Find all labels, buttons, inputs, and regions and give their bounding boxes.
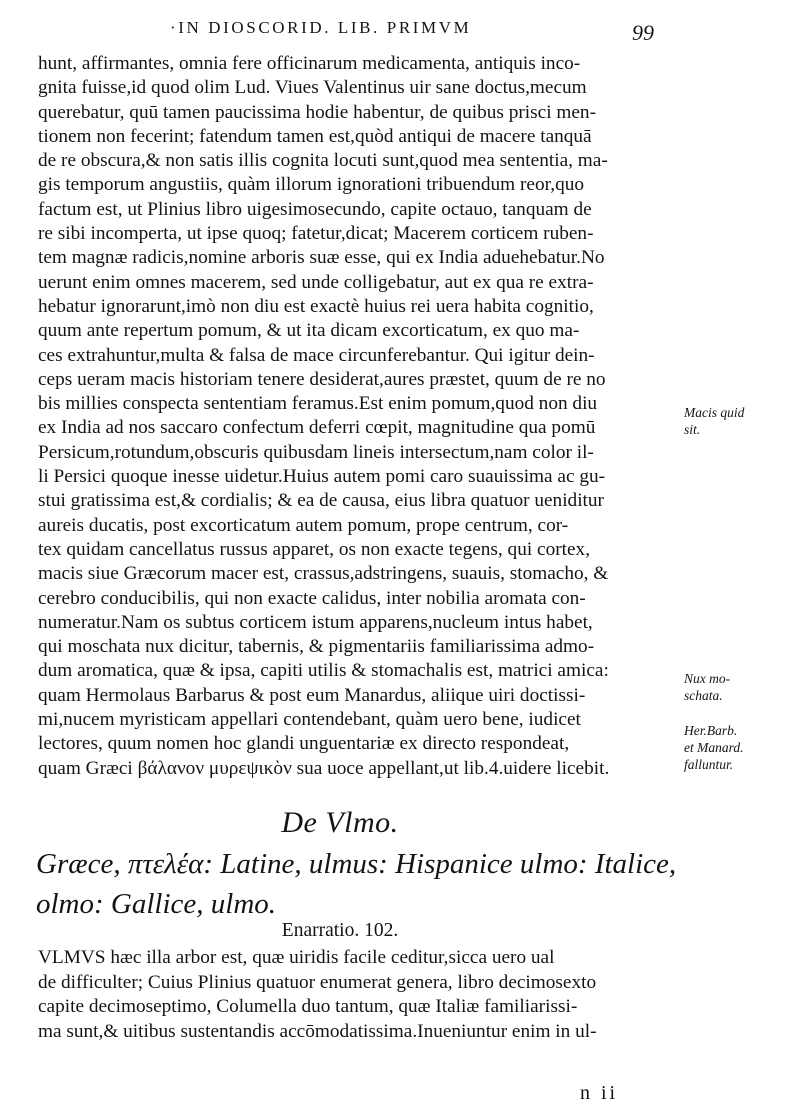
text-line: de difficulter; Cuius Plinius quatuor enumerat genera, libro decimosexto	[38, 971, 597, 993]
main-text-block	[38, 52, 678, 781]
text-line: cerebro conducibilis, qui non exacte calidus, inter nobilia aromata con-	[38, 587, 586, 609]
text-line: numeratur.Nam os subtus corticem istum apparens,nucleum intus habet,	[38, 611, 593, 633]
text-line: Persicum,rotundum,obscuris quibusdam lineis intersectum,nam color il-	[38, 441, 594, 463]
text-line: hunt, affirmantes, omnia fere officinarum medicamenta, antiquis inco-	[38, 53, 581, 74]
margin-note-line: Her.Barb.	[684, 723, 738, 738]
text-line: de re obscura,& non satis illis cognita locuti sunt,quod mea sententia, ma-	[38, 150, 608, 172]
text-line: VLMVS hæc illa arbor est, quæ uiridis facile ceditur,sicca uero ual	[38, 947, 555, 968]
margin-note-line: schata.	[684, 688, 723, 703]
margin-note-line: sit.	[684, 422, 701, 437]
text-line: gnita fuisse,id quod olim Lud. Viues Valentinus uir sane doctus,mecum	[38, 77, 587, 99]
margin-note-hermolaus	[684, 722, 794, 773]
names-line: olmo: Gallice, ulmo.	[36, 888, 277, 920]
text-line: stui gratissima est,& cordialis; & ea de causa, eius libra quatuor ueniditur	[38, 490, 604, 512]
text-line: ma sunt,& uitibus sustentandis accōmodatissima.Inueniuntur enim in ul-	[38, 1020, 597, 1042]
margin-note-line: Nux mo-	[684, 671, 731, 686]
text-line: uerunt enim omnes macerem, sed unde colligebatur, aut ex qua re extra-	[38, 271, 594, 293]
margin-note-line: falluntur.	[684, 757, 734, 772]
text-line: mi,nucem myristicam appellari contendebant, quàm uero bene, iudicet	[38, 709, 581, 731]
text-line: gis temporum angustiis, quàm illorum ignorationi tribuendum reor,quo	[38, 174, 584, 196]
signature-mark: n ii	[580, 1082, 619, 1104]
text-line: quam Hermolaus Barbarus & post eum Manardus, aliique uiri doctissi-	[38, 684, 586, 706]
names-line: Græce, πτελέα: Latine, ulmus: Hispanice ulmo: Italice,	[36, 848, 677, 880]
text-line: ces extrahuntur,multa & falsa de mace circunferebantur. Qui igitur dein-	[38, 344, 595, 366]
text-line: hebatur ignorarunt,imò non diu est exactè huius rei uera habita cognitio,	[38, 295, 594, 317]
vernacular-names	[36, 844, 696, 924]
text-line: querebatur, quū tamen paucissima hodie habentur, de quibus prisci men-	[38, 101, 596, 123]
margin-note-line: Macis quid	[684, 405, 745, 420]
text-line: tem magnæ radicis,nomine arboris suæ esse, qui ex India aduehebatur.No	[38, 247, 605, 269]
text-line: quam Græci βάλανον μυρεψικὸν sua uoce appellant,ut lib.4.uidere licebit.	[38, 757, 610, 779]
text-line: tex quidam cancellatus russus apparet, os non exacte tegens, qui cortex,	[38, 538, 591, 560]
text-line: ex India ad nos saccaro confectum deferri cœpit, magnitudine qua pomū	[38, 417, 596, 439]
text-line: ceps ueram macis historiam tenere desiderat,aures præstet, quum de re no	[38, 368, 606, 390]
text-line: li Persici quoque inesse uidetur.Huius autem pomi caro suauissima ac gu-	[38, 466, 606, 488]
text-line: lectores, quum nomen hoc glandi unguentariæ ex directo respondeat,	[38, 733, 570, 755]
text-line: aureis ducatis, post excorticatum autem pomum, prope centrum, cor-	[38, 514, 569, 536]
running-head: ·IN DIOSCORID. LIB. PRIMVM	[170, 18, 472, 37]
text-line: quum ante repertum pomum, & ut ita dicam excorticatum, ex quo ma-	[38, 320, 580, 342]
enarratio-heading: Enarratio. 102.	[281, 920, 399, 941]
entry-text-block	[38, 946, 688, 1044]
margin-note-nux-moschata	[684, 670, 794, 704]
page-number: 99	[632, 20, 654, 45]
text-line: macis siue Græcorum macer est, crassus,adstringens, suauis, stomacho, &	[38, 563, 609, 585]
text-line: re sibi incomperta, ut ipse quoq; fatetur,dicat; Macerem corticem ruben-	[38, 223, 594, 245]
text-line: capite decimoseptimo, Columella duo tantum, quæ Italiæ familiarissi-	[38, 996, 578, 1017]
text-line: factum est, ut Plinius libro uigesimosecundo, capite octauo, tanquam de	[38, 198, 592, 220]
margin-note-macis	[684, 404, 794, 438]
text-line: qui moschata nux dicitur, tabernis, & pigmentariis familiarissima admo-	[38, 636, 595, 658]
text-line: bis millies conspecta sententiam feramus.Est enim pomum,quod non diu	[38, 393, 598, 415]
margin-note-line: et Manard.	[684, 740, 744, 755]
text-line: dum aromatica, quæ & ipsa, capiti utilis & stomachalis est, matrici amica:	[38, 660, 609, 682]
text-line: tionem non fecerint; fatendum tamen est,quòd antiqui de macere tanquā	[38, 125, 592, 147]
section-title: De Vlmo.	[281, 806, 399, 839]
